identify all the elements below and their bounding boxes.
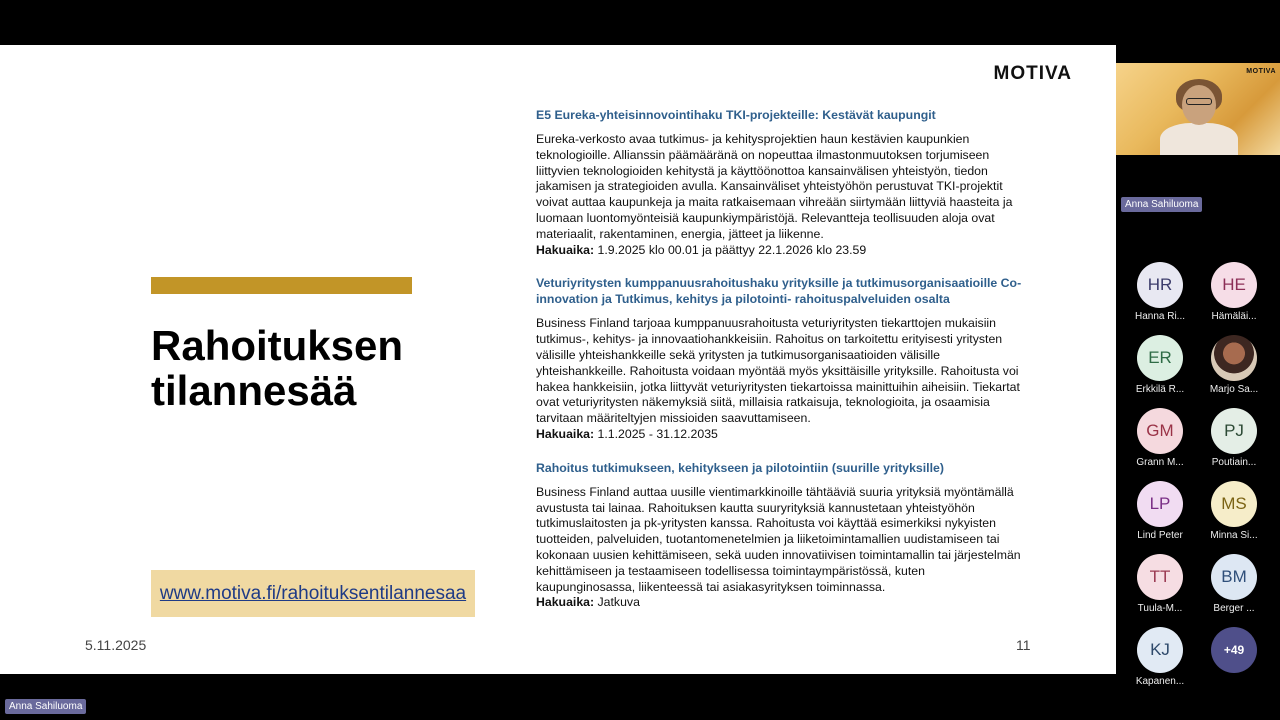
avatar-photo (1211, 335, 1257, 381)
slide-title (151, 323, 481, 414)
participant-tile[interactable] (1123, 408, 1197, 468)
participant-tile[interactable] (1197, 262, 1271, 322)
participant-name: Grann M... (1136, 457, 1184, 468)
section-heading: E5 Eureka-yhteisinnovointihaku TKI-projekteille: Kestävät kaupungit (536, 108, 936, 122)
deadline-label: Hakuaika: (536, 595, 595, 610)
presentation-slide (0, 45, 1116, 674)
participant-tile[interactable] (1197, 408, 1271, 468)
participant-name: Minna Si... (1210, 530, 1258, 541)
avatar: HR (1137, 262, 1183, 308)
avatar: ER (1137, 335, 1183, 381)
section-body: Eureka-verkosto avaa tutkimus- ja kehitysprojektien haun kestävien kaupunkien teknologioille. Allianssin päämääränä on nopeuttaa ilmastonmuutoksen torjumiseen liittyvien teknologioiden kehitystä ja käyttöönottoa kansainvälisen yhteistyön, tiedon jakamisen ja strategioiden avulla. Kansainväliset yhteistyöhön perustuvat TKI-projektit voivat auttaa kaupunkeja ja maita ratkaisemaan vihreään siirtymään liittyviä haasteita ja luomaan luontomyönteisiä kaupunkiympäristöjä. Relevantteja teollisuuden aloja ovat materiaalit, rakentaminen, energia, jätteet ja liikenne. (536, 132, 1013, 241)
participant-tile[interactable] (1197, 481, 1271, 541)
avatar: KJ (1137, 627, 1183, 673)
participant-tile[interactable] (1123, 335, 1197, 395)
participant-tile[interactable] (1123, 262, 1197, 322)
participant-name: Berger ... (1213, 603, 1255, 614)
speaker-glasses (1186, 98, 1212, 105)
avatar: PJ (1211, 408, 1257, 454)
presenter-name-badge: Anna Sahiluoma (5, 699, 86, 714)
deadline-label: Hakuaika: (536, 242, 595, 257)
section-deadline (536, 243, 1026, 259)
speaker-body (1160, 123, 1238, 155)
speaker-video[interactable] (1116, 63, 1280, 155)
funding-section (536, 275, 1026, 442)
section-deadline (536, 427, 1026, 443)
participant-tile[interactable] (1197, 554, 1271, 614)
avatar: LP (1137, 481, 1183, 527)
funding-section (536, 107, 1026, 258)
deadline-value: Jatkuva (597, 595, 640, 610)
more-participants-count: +49 (1211, 627, 1257, 673)
avatar: GM (1137, 408, 1183, 454)
participant-name: Hämäläi... (1211, 311, 1257, 322)
deadline-label: Hakuaika: (536, 426, 595, 441)
motiva-logo: MOTIVA (993, 63, 1072, 84)
section-heading: Veturiyritysten kumppanuusrahoitushaku yrityksille ja tutkimusorganisaatioille Co-innovation ja Tutkimus, kehitys ja pilotointi- rahoituspalveluiden osalta (536, 276, 1022, 307)
avatar: TT (1137, 554, 1183, 600)
section-body: Business Finland tarjoaa kumppanuusrahoitusta veturiyritysten tiekarttojen mukaisiin tutkimus-, kehitys- ja innovaatiohankkeisiin. Rahoitus on tarkoitettu erityisesti yritysten välisille yhteishankkeille sekä yritysten ja tutkimusorganisaatioiden välisille yhteishankkeille. Rahoitusta voidaan myöntää myös yksittäisille yrityksille. Rahoitusta voi hakea hankkeisiin, jotka liittyvät veturiyritysten tiekartoissa mainittuihin aiheisiin. Tiekartat ovat veturiyritysten näkemyksiä siitä, millaisia ratkaisuja, teknologioita, ja osaamisia tarvitaan määriteltyjen missioiden saavuttamiseen. (536, 316, 1020, 426)
funding-section (536, 460, 1026, 611)
participant-name: Kapanen... (1135, 676, 1185, 687)
more-participants-button[interactable] (1197, 627, 1271, 673)
url-box (151, 570, 475, 617)
accent-bar (151, 277, 412, 294)
participant-name: Lind Peter (1137, 530, 1183, 541)
participant-name: Tuula-M... (1137, 603, 1183, 614)
rahoitus-link[interactable]: www.motiva.fi/rahoituksentilannesaa (159, 582, 467, 604)
avatar: HE (1211, 262, 1257, 308)
avatar: MS (1211, 481, 1257, 527)
active-speaker-name: Anna Sahiluoma (1121, 197, 1202, 212)
participant-tile[interactable] (1197, 335, 1271, 395)
video-logo: MOTIVA (1246, 68, 1276, 75)
participant-name: Poutiain... (1211, 457, 1257, 468)
page-number: 11 (1016, 637, 1031, 653)
funding-list (536, 107, 1026, 628)
participant-tile[interactable] (1123, 554, 1197, 614)
section-body: Business Finland auttaa uusille vientimarkkinoille tähtääviä suuria yrityksiä myöntämällä avustusta tai lainaa. Rahoituksen kautta suuryrityksiä kannustetaan yhteistyöhön tutkimuslaitosten ja pk-yritysten kanssa. Rahoitusta voi käyttää esimerkiksi nykyisten tuotteiden, palveluiden, tuotantomenetelmien ja liiketoimintamallien uudistamiseen tai kokonaan uusien kehittämiseen, sekä uuden innovatiivisen toimintamallin tai järjestelmän kehittämiseen ja testaamiseen todellisessa toimintaympäristössä, kuten kaupunginosassa, liikenteessä tai asiakasyrityksen toiminnassa. (536, 484, 1021, 594)
section-heading: Rahoitus tutkimukseen, kehitykseen ja pilotointiin (suurille yrityksille) (536, 460, 944, 475)
deadline-value: 1.9.2025 klo 00.01 ja päättyy 22.1.2026 klo 23.59 (597, 242, 867, 257)
participant-tile[interactable] (1123, 627, 1197, 687)
participant-tile[interactable] (1123, 481, 1197, 541)
participants-panel (1116, 0, 1280, 720)
participant-name: Hanna Ri... (1134, 311, 1186, 322)
participant-name: Marjo Sa... (1209, 384, 1259, 395)
deadline-value: 1.1.2025 - 31.12.2035 (597, 426, 718, 441)
participant-name: Erkkilä R... (1135, 384, 1185, 395)
avatar: BM (1211, 554, 1257, 600)
speaker-face (1182, 85, 1216, 125)
slide-title-line2: tilannesää (151, 367, 357, 415)
slide-title-line1: Rahoituksen (151, 322, 404, 369)
section-deadline (536, 595, 1026, 611)
slide-date: 5.11.2025 (85, 637, 147, 653)
